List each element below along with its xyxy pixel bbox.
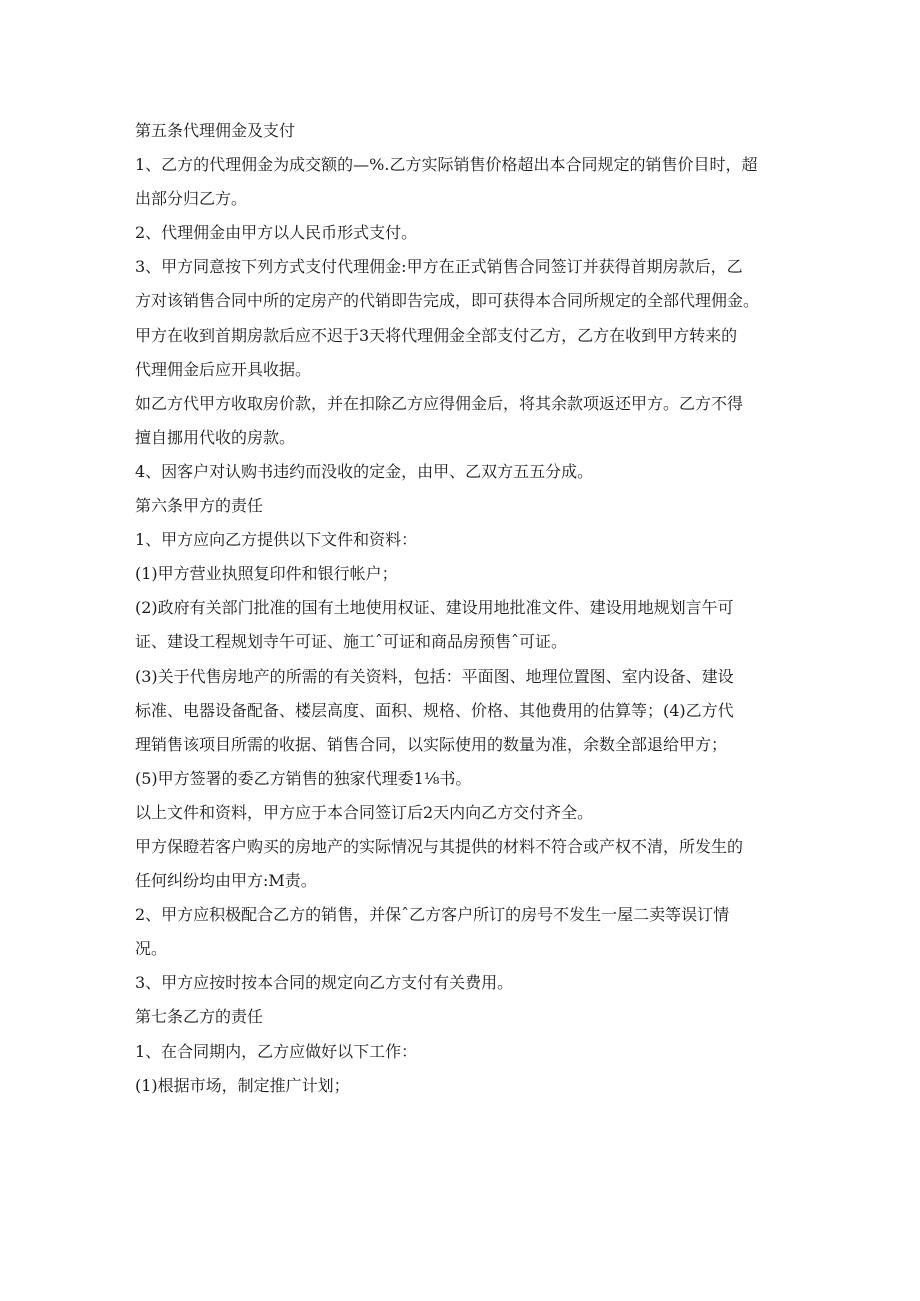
text-line: (5)甲方签署的委乙方销售的独家代理委1⅛书。 bbox=[135, 768, 472, 788]
document-body bbox=[135, 114, 800, 1103]
text-line: 任何纠纷均由甲方:M责。 bbox=[135, 871, 317, 891]
text-line: 2、甲方应积极配合乙方的销售，并保ˆ乙方客户所订的房号不发生一屋二卖等误订情 bbox=[135, 905, 730, 925]
text-line: 出部分归乙方。 bbox=[135, 189, 248, 209]
text-line: 4、因客户对认购书违约而没收的定金，由甲、乙双方五五分成。 bbox=[135, 461, 594, 481]
section-heading: 第六条甲方的责任 bbox=[135, 496, 264, 516]
text-line: 1、甲方应向乙方提供以下文件和资料： bbox=[135, 530, 418, 550]
text-line: (1)甲方营业执照复印件和银行帐户； bbox=[135, 564, 398, 584]
text-line: 标准、电器设备配备、楼层高度、面积、规格、价格、其他费用的估算等；(4)乙方代 bbox=[135, 700, 734, 720]
text-line: 3、甲方应按时按本合同的规定向乙方支付有关费用。 bbox=[135, 973, 514, 993]
text-line: 甲方在收到首期房款后应不迟于3天将代理佣金全部支付乙方，乙方在收到甲方转来的 bbox=[135, 325, 738, 345]
text-line: 证、建设工程规划寺午可证、施工ˆ可证和商品房预售ˆ可证。 bbox=[135, 632, 568, 652]
section-heading: 第五条代理佣金及支付 bbox=[135, 121, 296, 140]
text-line: 方对该销售合同中所的定房产的代销即告完成，即可获得本合同所规定的全部代理佣金。 bbox=[135, 291, 760, 311]
text-line: 1、乙方的代理佣金为成交额的—%.乙方实际销售价格超出本合同规定的销售价目时，超 bbox=[135, 155, 758, 175]
text-line: 况。 bbox=[135, 939, 168, 959]
section-heading: 第七条乙方的责任 bbox=[135, 1007, 264, 1027]
text-line: 1、在合同期内，乙方应做好以下工作： bbox=[135, 1041, 418, 1061]
text-line: (3)关于代售房地产的所需的有关资料，包括：平面图、地理位置图、室内设备、建设 bbox=[135, 666, 734, 686]
text-line: 理销售该项目所需的收据、销售合同，以实际使用的数量为准，余数全部退给甲方； bbox=[135, 734, 728, 754]
text-line: 甲方保瞪若客户购买的房地产的实际情况与其提供的材料不符合或产权不清，所发生的 bbox=[135, 836, 744, 856]
text-line: 如乙方代甲方收取房价款，并在扣除乙方应得佣金后，将其余款项返还甲方。乙方不得 bbox=[135, 393, 744, 413]
text-line: 擅自挪用代收的房款。 bbox=[135, 427, 296, 447]
text-line: 代理佣金后应开具收据。 bbox=[135, 359, 312, 379]
text-line: 以上文件和资料，甲方应于本合同签订后2天内向乙方交付齐全。 bbox=[135, 802, 594, 822]
text-line: 3、甲方同意按下列方式支付代理佣金:甲方在正式销售合同签订并获得首期房款后，乙 bbox=[135, 257, 743, 277]
text-line: (1)根据市场，制定推广计划； bbox=[135, 1075, 350, 1095]
text-line: (2)政府有关部门批准的国有土地使用权证、建设用地批准文件、建设用地规划言午可 bbox=[135, 598, 734, 618]
text-line: 2、代理佣金由甲方以人民币形式支付。 bbox=[135, 223, 418, 243]
